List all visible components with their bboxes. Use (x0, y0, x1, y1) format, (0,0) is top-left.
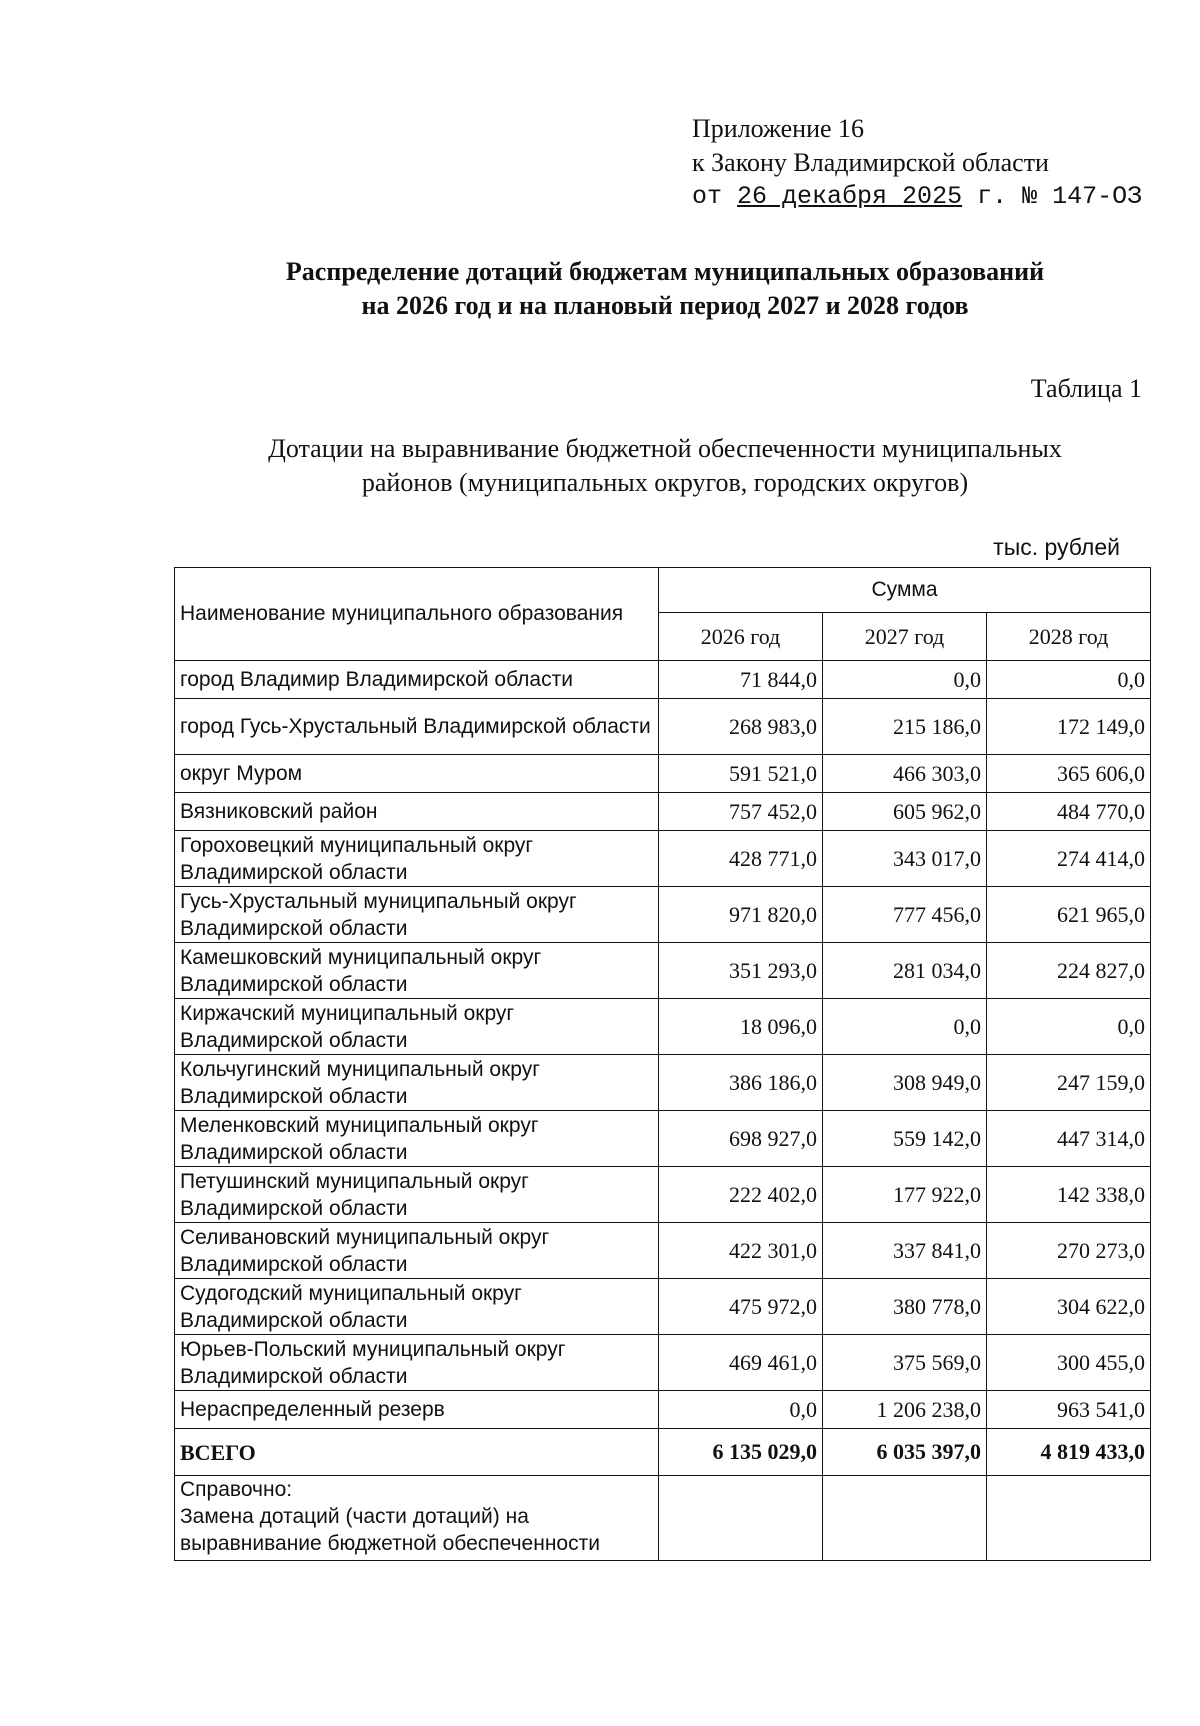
value-2026: 0,0 (659, 1391, 823, 1429)
value-2026: 222 402,0 (659, 1167, 823, 1223)
row-name: Гусь-Хрустальный муниципальный округ Владимирской области (175, 887, 659, 943)
value-2028: 484 770,0 (987, 793, 1151, 831)
value-2026: 268 983,0 (659, 699, 823, 755)
row-name: Киржачский муниципальный округ Владимирской области (175, 999, 659, 1055)
row-name: город Владимир Владимирской области (175, 661, 659, 699)
value-2026: 71 844,0 (659, 661, 823, 699)
value-2028: 304 622,0 (987, 1279, 1151, 1335)
table-number: Таблица 1 (1030, 374, 1142, 403)
table-header (175, 568, 1151, 661)
appendix-number: Приложение 16 (692, 114, 865, 143)
value-2027: 215 186,0 (823, 699, 987, 755)
table-row (175, 661, 1151, 699)
table-row (175, 887, 1151, 943)
table-row (175, 1391, 1151, 1429)
table-row (175, 1167, 1151, 1223)
row-name: Селивановский муниципальный округ Владимирской области (175, 1223, 659, 1279)
row-name: Нераспределенный резерв (175, 1391, 659, 1429)
value-2026: 757 452,0 (659, 793, 823, 831)
row-name: Юрьев-Польский муниципальный округ Владимирской области (175, 1335, 659, 1391)
value-2026: 469 461,0 (659, 1335, 823, 1391)
value-2027: 0,0 (823, 661, 987, 699)
value-2026: 698 927,0 (659, 1111, 823, 1167)
value-2028: 963 541,0 (987, 1391, 1151, 1429)
value-2028: 300 455,0 (987, 1335, 1151, 1391)
reference-2026 (659, 1476, 823, 1561)
reference-2027 (823, 1476, 987, 1561)
appendix-header (692, 112, 1142, 214)
total-label: ВСЕГО (175, 1429, 659, 1476)
table-row (175, 793, 1151, 831)
document-title-line-2: на 2026 год и на плановый период 2027 и 2028 годов (361, 291, 969, 320)
table-caption (170, 432, 1160, 500)
value-2027: 0,0 (823, 999, 987, 1055)
row-name: Гороховецкий муниципальный округ Владимирской области (175, 831, 659, 887)
value-2026: 428 771,0 (659, 831, 823, 887)
value-2027: 777 456,0 (823, 887, 987, 943)
value-2026: 475 972,0 (659, 1279, 823, 1335)
law-date: 26 декабря 2025 (737, 182, 963, 211)
table-row (175, 943, 1151, 999)
table-caption-line-2: районов (муниципальных округов, городских округов) (361, 468, 969, 497)
law-reference: к Закону Владимирской области (692, 148, 1049, 177)
value-2027: 308 949,0 (823, 1055, 987, 1111)
row-name: Вязниковский район (175, 793, 659, 831)
value-2027: 337 841,0 (823, 1223, 987, 1279)
reference-line-3: выравнивание бюджетной обеспеченности (180, 1532, 600, 1555)
row-name: город Гусь-Хрустальный Владимирской области (175, 699, 659, 755)
reference-line-2: Замена дотаций (части дотаций) на (180, 1505, 529, 1528)
value-2028: 224 827,0 (987, 943, 1151, 999)
column-header-2027: 2027 год (823, 613, 987, 661)
law-date-prefix: от (692, 182, 723, 211)
value-2027: 375 569,0 (823, 1335, 987, 1391)
table-row (175, 1111, 1151, 1167)
reference-row (175, 1476, 1151, 1561)
table-row (175, 1223, 1151, 1279)
value-2027: 281 034,0 (823, 943, 987, 999)
table-row (175, 1335, 1151, 1391)
total-2028: 4 819 433,0 (987, 1429, 1151, 1476)
row-name: Судогодский муниципальный округ Владимирской области (175, 1279, 659, 1335)
value-2026: 591 521,0 (659, 755, 823, 793)
table-row (175, 999, 1151, 1055)
law-number: г. № 147-ОЗ (977, 182, 1143, 211)
column-header-sum: Сумма (659, 568, 1151, 613)
column-header-2026: 2026 год (659, 613, 823, 661)
table-row (175, 831, 1151, 887)
row-name: Камешковский муниципальный округ Владимирской области (175, 943, 659, 999)
value-2027: 380 778,0 (823, 1279, 987, 1335)
reference-line-1: Справочно: (180, 1478, 293, 1501)
reference-label (175, 1476, 659, 1561)
table-body (175, 661, 1151, 1561)
table-row (175, 699, 1151, 755)
value-2028: 172 149,0 (987, 699, 1151, 755)
row-name: Петушинский муниципальный округ Владимирской области (175, 1167, 659, 1223)
value-2027: 1 206 238,0 (823, 1391, 987, 1429)
value-2028: 621 965,0 (987, 887, 1151, 943)
value-2028: 270 273,0 (987, 1223, 1151, 1279)
total-2027: 6 035 397,0 (823, 1429, 987, 1476)
value-2028: 142 338,0 (987, 1167, 1151, 1223)
row-name: Меленковский муниципальный округ Владимирской области (175, 1111, 659, 1167)
document-title-line-1: Распределение дотаций бюджетам муниципальных образований (285, 257, 1045, 286)
value-2028: 447 314,0 (987, 1111, 1151, 1167)
value-2027: 605 962,0 (823, 793, 987, 831)
value-2026: 18 096,0 (659, 999, 823, 1055)
value-2027: 559 142,0 (823, 1111, 987, 1167)
units-label: тыс. рублей (993, 534, 1120, 560)
value-2027: 343 017,0 (823, 831, 987, 887)
value-2028: 0,0 (987, 999, 1151, 1055)
table-row (175, 1055, 1151, 1111)
column-header-2028: 2028 год (987, 613, 1151, 661)
row-name: Кольчугинский муниципальный округ Владимирской области (175, 1055, 659, 1111)
value-2028: 247 159,0 (987, 1055, 1151, 1111)
reference-2028 (987, 1476, 1151, 1561)
row-name: округ Муром (175, 755, 659, 793)
table-row (175, 755, 1151, 793)
value-2027: 466 303,0 (823, 755, 987, 793)
total-2026: 6 135 029,0 (659, 1429, 823, 1476)
value-2026: 422 301,0 (659, 1223, 823, 1279)
table-caption-line-1: Дотации на выравнивание бюджетной обеспеченности муниципальных (268, 434, 1062, 463)
column-header-name: Наименование муниципального образования (175, 568, 659, 661)
subsidies-table (174, 567, 1151, 1561)
value-2028: 365 606,0 (987, 755, 1151, 793)
document-title (120, 255, 1200, 323)
value-2028: 274 414,0 (987, 831, 1151, 887)
value-2026: 386 186,0 (659, 1055, 823, 1111)
total-row (175, 1429, 1151, 1476)
value-2026: 351 293,0 (659, 943, 823, 999)
value-2028: 0,0 (987, 661, 1151, 699)
table-row (175, 1279, 1151, 1335)
value-2027: 177 922,0 (823, 1167, 987, 1223)
value-2026: 971 820,0 (659, 887, 823, 943)
law-date-line (692, 180, 1142, 214)
